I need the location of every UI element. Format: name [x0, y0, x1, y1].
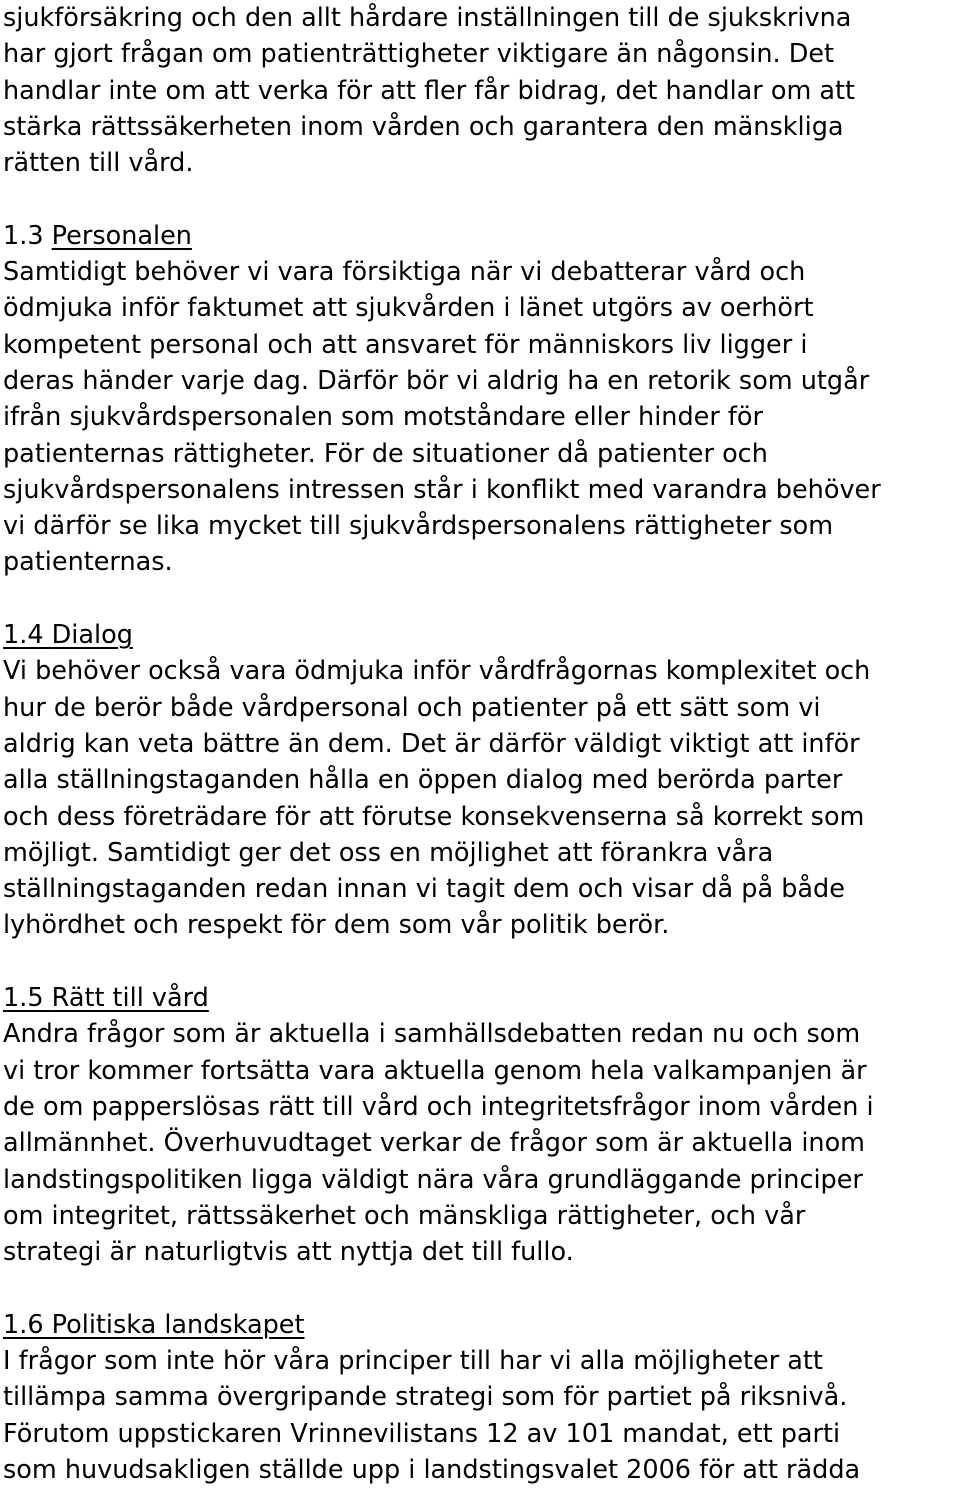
section-ratt-till-vard	[3, 980, 960, 1270]
text-line: de om papperslösas rätt till vård och integritetsfrågor inom vården i	[3, 1091, 874, 1122]
text-line: om integritet, rättssäkerhet och mänskliga rättigheter, och vår	[3, 1200, 806, 1231]
text-line: lyhördhet och respekt för dem som vår politik berör.	[3, 910, 670, 941]
section-title: Personalen	[51, 220, 192, 251]
paragraph-gap	[3, 581, 960, 617]
text-line: möjligt. Samtidigt ger det oss en möjlighet att förankra våra	[3, 837, 774, 868]
text-line: hur de berör både vårdpersonal och patienter på ett sätt som vi	[3, 692, 821, 723]
text-line: strategi är naturligtvis att nyttja det till fullo.	[3, 1237, 574, 1268]
section-title: Dialog	[51, 620, 133, 651]
section-politiska-landskapet	[3, 1307, 960, 1488]
text-line: vi tror kommer fortsätta vara aktuella genom hela valkampanjen är	[3, 1055, 867, 1086]
text-line: deras händer varje dag. Därför bör vi aldrig ha en retorik som utgår	[3, 365, 870, 396]
section-heading	[3, 980, 960, 1016]
text-line: I frågor som inte hör våra principer till har vi alla möjligheter att	[3, 1345, 823, 1376]
section-number: 1.4	[3, 620, 44, 651]
text-line: och dess företrädare för att förutse konsekvenserna så korrekt som	[3, 801, 865, 832]
section-number: 1.5	[3, 983, 44, 1014]
text-line: vi därför se lika mycket till sjukvårdspersonalens rättigheter som	[3, 511, 834, 542]
text-line: Samtidigt behöver vi vara försiktiga när vi debatterar vård och	[3, 257, 806, 288]
text-line: aldrig kan veta bättre än dem. Det är därför väldigt viktigt att inför	[3, 728, 860, 759]
section-dialog	[3, 617, 960, 944]
text-line: Andra frågor som är aktuella i samhällsdebatten redan nu och som	[3, 1019, 861, 1050]
text-line: Vi behöver också vara ödmjuka inför vårdfrågornas komplexitet och	[3, 656, 871, 687]
intro-paragraph	[3, 0, 960, 181]
text-line: ödmjuka inför faktumet att sjukvården i länet utgörs av oerhört	[3, 293, 814, 324]
text-line: ifrån sjukvårdspersonalen som motståndare eller hinder för	[3, 402, 763, 433]
text-line: kompetent personal och att ansvaret för människors liv ligger i	[3, 329, 808, 360]
section-heading	[3, 617, 960, 653]
section-title: Rätt till vård	[51, 983, 209, 1014]
document-page	[3, 0, 960, 1488]
text-line: har gjort frågan om patienträttigheter viktigare än någonsin. Det	[3, 39, 835, 70]
text-line: allmännhet. Överhuvudtaget verkar de frågor som är aktuella inom	[3, 1128, 866, 1159]
section-personalen	[3, 218, 960, 581]
text-line: sjukvårdspersonalens intressen står i konflikt med varandra behöver	[3, 474, 881, 505]
paragraph-gap	[3, 944, 960, 980]
section-heading	[3, 1307, 960, 1343]
section-title: Politiska landskapet	[51, 1309, 305, 1340]
section-number: 1.3	[3, 220, 44, 251]
text-line: Förutom uppstickaren Vrinnevilistans 12 av 101 mandat, ett parti	[3, 1418, 841, 1449]
section-heading	[3, 218, 960, 254]
text-line: alla ställningstaganden hålla en öppen dialog med berörda parter	[3, 765, 843, 796]
text-line: stärka rättssäkerheten inom vården och garantera den mänskliga	[3, 111, 844, 142]
section-number: 1.6	[3, 1309, 44, 1340]
paragraph-gap	[3, 1270, 960, 1306]
text-line: landstingspolitiken ligga väldigt nära våra grundläggande principer	[3, 1164, 863, 1195]
text-line: som huvudsakligen ställde upp i landstingsvalet 2006 för att rädda	[3, 1454, 861, 1485]
text-line: patienternas.	[3, 547, 173, 578]
text-line: patienternas rättigheter. För de situationer då patienter och	[3, 438, 768, 469]
text-line: ställningstaganden redan innan vi tagit dem och visar då på både	[3, 874, 845, 905]
text-line: sjukförsäkring och den allt hårdare inställningen till de sjukskrivna	[3, 3, 852, 33]
text-line: rätten till vård.	[3, 148, 194, 179]
text-line: tillämpa samma övergripande strategi som för partiet på riksnivå.	[3, 1382, 848, 1413]
paragraph-gap	[3, 181, 960, 217]
text-line: handlar inte om att verka för att fler får bidrag, det handlar om att	[3, 75, 856, 106]
